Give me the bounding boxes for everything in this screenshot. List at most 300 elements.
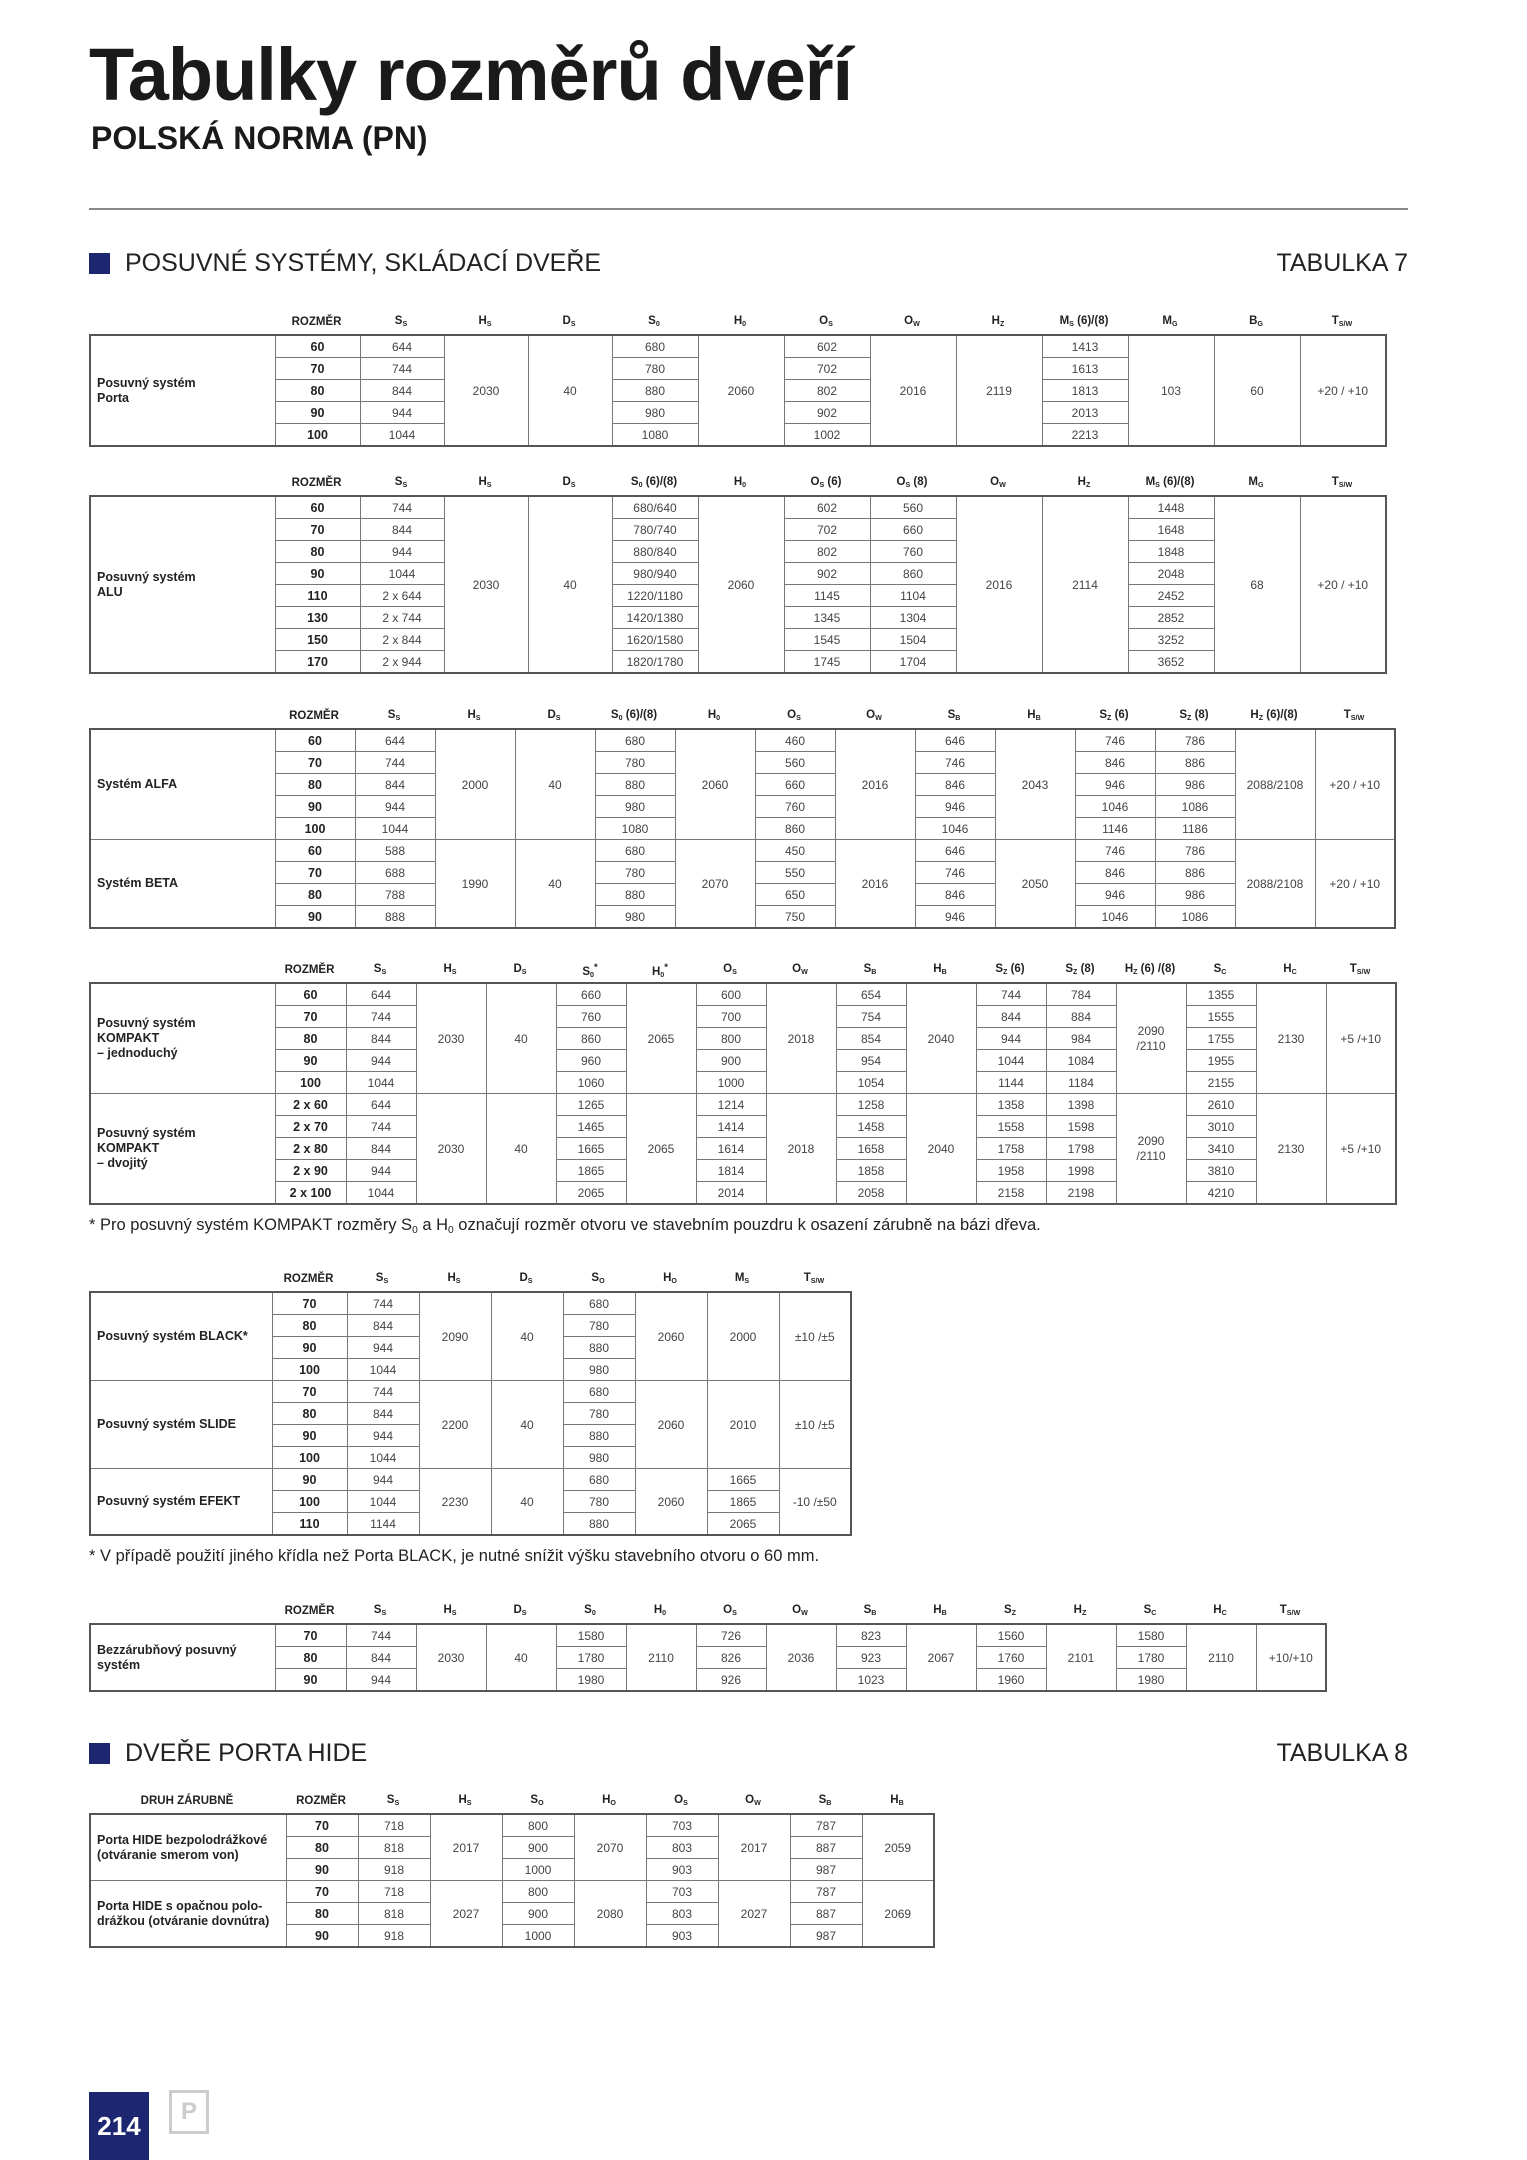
value-cell: 1002 xyxy=(784,424,870,447)
value-cell: 680 xyxy=(563,1292,635,1315)
header-cell: $S_C$ xyxy=(1143,1604,1157,1618)
value-cell: 718 xyxy=(358,1881,430,1903)
value-cell: 1555 xyxy=(1186,1006,1256,1028)
merged-cell: 2230 xyxy=(419,1469,491,1536)
value-cell: 980/940 xyxy=(612,563,698,585)
header-cell: $S_B$ xyxy=(818,1794,832,1808)
table-hide xyxy=(89,1789,935,1948)
value-cell: 886 xyxy=(1155,862,1235,884)
value-cell: 1044 xyxy=(347,1447,419,1469)
header-cell: $S_S$ xyxy=(373,1604,387,1618)
merged-cell: 60 xyxy=(1214,335,1300,446)
value-cell: 1580 xyxy=(1116,1624,1186,1647)
header-cell: ROZMĚR xyxy=(291,316,342,328)
value-cell: 4210 xyxy=(1186,1182,1256,1205)
header-cell: $O_W$ xyxy=(990,476,1006,490)
size-cell: 100 xyxy=(272,1359,347,1381)
value-cell: 1814 xyxy=(696,1160,766,1182)
header-cell: $H_B$ xyxy=(1027,709,1041,723)
value-cell: 844 xyxy=(360,380,444,402)
value-cell: 946 xyxy=(915,796,995,818)
merged-cell: +5 /+10 xyxy=(1326,983,1396,1094)
value-cell: 644 xyxy=(346,983,416,1006)
header-cell: $S_S$ xyxy=(386,1794,400,1808)
value-cell: 802 xyxy=(784,380,870,402)
value-cell: 1104 xyxy=(870,585,956,607)
value-cell: 1865 xyxy=(707,1491,779,1513)
value-cell: 1580 xyxy=(556,1624,626,1647)
size-cell: 70 xyxy=(272,1381,347,1403)
value-cell: 802 xyxy=(784,541,870,563)
merged-cell: 2110 xyxy=(1186,1624,1256,1691)
header-cell: $H_Z$ xyxy=(991,315,1005,329)
size-cell: 170 xyxy=(275,651,360,674)
value-cell: 780 xyxy=(563,1491,635,1513)
merged-cell: 2059 xyxy=(862,1814,934,1881)
header-cell: $H_Z$ (6) /(8) xyxy=(1124,963,1176,977)
value-cell: 702 xyxy=(784,519,870,541)
header-cell: $T_{S/W}$ xyxy=(1349,963,1371,977)
header-cell: $H_Z$ (6)/(8) xyxy=(1250,709,1298,723)
brand-logo-icon: P xyxy=(169,2090,209,2134)
size-cell: 80 xyxy=(275,1647,346,1669)
header-cell: $S_B$ xyxy=(947,709,961,723)
value-cell: 680 xyxy=(595,729,675,752)
header-cell: $H_Z$ xyxy=(1073,1604,1087,1618)
merged-cell: 40 xyxy=(491,1292,563,1381)
value-cell: 880 xyxy=(595,884,675,906)
value-cell: 660 xyxy=(556,983,626,1006)
size-cell: 90 xyxy=(272,1425,347,1447)
value-cell: 560 xyxy=(870,496,956,519)
merged-cell: 2088/2108 xyxy=(1235,840,1315,929)
table-row xyxy=(90,1647,1326,1669)
merged-cell: 2067 xyxy=(906,1624,976,1691)
value-cell: 602 xyxy=(784,335,870,358)
row-group-name: Posuvný systém Porta xyxy=(90,335,275,446)
value-cell: 900 xyxy=(696,1050,766,1072)
value-cell: 918 xyxy=(358,1925,430,1948)
value-cell: 2013 xyxy=(1042,402,1128,424)
value-cell: 788 xyxy=(355,884,435,906)
value-cell: 680 xyxy=(612,335,698,358)
header-cell: $H_B$ xyxy=(933,963,947,977)
value-cell: 823 xyxy=(836,1624,906,1647)
value-cell: 680 xyxy=(563,1469,635,1491)
header-cell: $H_Z$ xyxy=(1077,476,1091,490)
data-table xyxy=(89,495,1387,674)
header-cell: $T_{S/W}$ xyxy=(1331,315,1353,329)
value-cell: 784 xyxy=(1046,983,1116,1006)
value-cell: 1046 xyxy=(1075,906,1155,929)
size-cell: 100 xyxy=(275,424,360,447)
merged-cell: 2060 xyxy=(698,496,784,673)
note-black: * V případě použití jiného křídla než Porta BLACK, je nutné snížit výšku stavebního otvoru o 60 mm. xyxy=(89,1547,820,1565)
table-row xyxy=(90,1624,1326,1647)
value-cell: 888 xyxy=(355,906,435,929)
value-cell: 1613 xyxy=(1042,358,1128,380)
value-cell: 884 xyxy=(1046,1006,1116,1028)
note-kompakt: * Pro posuvný systém KOMPAKT rozměry $S_0$ a $H_0$ označují rozměr otvoru ve stavebním pouzdru k osazení zárubně na bázi dřeva. xyxy=(89,1216,1041,1237)
value-cell: 1000 xyxy=(502,1859,574,1881)
value-cell: 644 xyxy=(355,729,435,752)
table-alu xyxy=(89,471,1387,674)
value-cell: 854 xyxy=(836,1028,906,1050)
row-group-name: Systém BETA xyxy=(90,840,275,929)
header-cell: $H_O$ xyxy=(663,1272,677,1286)
value-cell: 803 xyxy=(646,1903,718,1925)
value-cell: 760 xyxy=(755,796,835,818)
merged-cell: 2060 xyxy=(635,1381,707,1469)
value-cell: 2158 xyxy=(976,1182,1046,1205)
size-cell: 70 xyxy=(286,1881,358,1903)
value-cell: 944 xyxy=(346,1669,416,1692)
header-cell: $H_S$ xyxy=(467,709,481,723)
value-cell: 980 xyxy=(595,906,675,929)
value-cell: 818 xyxy=(358,1837,430,1859)
header-cell: ROZMĚR xyxy=(291,477,342,489)
value-cell: 960 xyxy=(556,1050,626,1072)
merged-cell: 2130 xyxy=(1256,983,1326,1094)
value-cell: 1044 xyxy=(347,1359,419,1381)
value-cell: 1755 xyxy=(1186,1028,1256,1050)
value-cell: 1798 xyxy=(1046,1138,1116,1160)
value-cell: 1858 xyxy=(836,1160,906,1182)
value-cell: 450 xyxy=(755,840,835,862)
value-cell: 780/740 xyxy=(612,519,698,541)
value-cell: 744 xyxy=(360,496,444,519)
header-cell: $O_S$ xyxy=(674,1794,688,1808)
value-cell: 600 xyxy=(696,983,766,1006)
value-cell: 588 xyxy=(355,840,435,862)
merged-cell: 2200 xyxy=(419,1381,491,1469)
value-cell: 560 xyxy=(755,752,835,774)
data-table xyxy=(89,1813,935,1948)
value-cell: 846 xyxy=(915,774,995,796)
header-cell: ROZMĚR xyxy=(284,964,335,976)
header-cell: $M_S$ xyxy=(734,1272,750,1286)
value-cell: 984 xyxy=(1046,1028,1116,1050)
value-cell: 744 xyxy=(360,358,444,380)
merged-cell: 2060 xyxy=(635,1292,707,1381)
row-group-name: Porta HIDE s opačnou polo- drážkou (otváranie dovnútra) xyxy=(90,1881,286,1948)
value-cell: 1420/1380 xyxy=(612,607,698,629)
value-cell: 1000 xyxy=(696,1072,766,1094)
table-number-8: TABULKA 8 xyxy=(1276,1739,1408,1767)
value-cell: 660 xyxy=(870,519,956,541)
header-cell: $M_S$ (6)/(8) xyxy=(1059,315,1109,329)
value-cell: 880 xyxy=(563,1513,635,1536)
header-cell: $S_B$ xyxy=(863,963,877,977)
size-cell: 2 x 80 xyxy=(275,1138,346,1160)
value-cell: 786 xyxy=(1155,729,1235,752)
header-cell: $O_S$ (8) xyxy=(896,476,928,490)
merged-cell: 2114 xyxy=(1042,496,1128,673)
merged-cell: ±10 /±5 xyxy=(779,1292,851,1381)
page-number: 214 xyxy=(89,2092,149,2160)
size-cell: 90 xyxy=(286,1925,358,1948)
table-row xyxy=(90,1381,851,1403)
section-square-icon xyxy=(89,1743,110,1764)
value-cell: 944 xyxy=(360,402,444,424)
merged-cell: -10 /±50 xyxy=(779,1469,851,1536)
value-cell: 1648 xyxy=(1128,519,1214,541)
table-row xyxy=(90,1669,1326,1692)
value-cell: 746 xyxy=(915,752,995,774)
table-row xyxy=(90,335,1386,358)
header-cell: $S_S$ xyxy=(394,315,408,329)
section-square-icon xyxy=(89,253,110,274)
size-cell: 60 xyxy=(275,983,346,1006)
header-cell: $O_S$ (6) xyxy=(810,476,842,490)
value-cell: 726 xyxy=(696,1624,766,1647)
value-cell: 550 xyxy=(755,862,835,884)
value-cell: 703 xyxy=(646,1881,718,1903)
value-cell: 646 xyxy=(915,840,995,862)
size-cell: 70 xyxy=(275,752,355,774)
header-cell: $H_S$ xyxy=(458,1794,472,1808)
merged-cell: 2017 xyxy=(430,1814,502,1881)
value-cell: 746 xyxy=(1075,729,1155,752)
data-table xyxy=(89,1291,852,1536)
header-cell: $S_Z$ xyxy=(1003,1604,1017,1618)
value-cell: 3010 xyxy=(1186,1116,1256,1138)
size-cell: 2 x 60 xyxy=(275,1094,346,1116)
header-cell: $D_S$ xyxy=(513,963,527,977)
value-cell: 800 xyxy=(502,1881,574,1903)
table-header xyxy=(89,1789,935,1813)
header-cell: $H_0$ xyxy=(707,709,721,723)
value-cell: 986 xyxy=(1155,884,1235,906)
value-cell: 780 xyxy=(563,1403,635,1425)
merged-cell: 2050 xyxy=(995,840,1075,929)
merged-cell: 2018 xyxy=(766,1094,836,1205)
value-cell: 880 xyxy=(563,1337,635,1359)
table-kompakt xyxy=(89,958,1397,1205)
header-cell: $S_0^*$ xyxy=(582,961,598,979)
value-cell: 1186 xyxy=(1155,818,1235,840)
merged-cell: +20 / +10 xyxy=(1315,729,1395,840)
value-cell: 1665 xyxy=(707,1469,779,1491)
table-row xyxy=(90,840,1395,862)
merged-cell: 2040 xyxy=(906,983,976,1094)
value-cell: 1000 xyxy=(502,1925,574,1948)
header-cell: $H_0^*$ xyxy=(651,961,668,979)
value-cell: 900 xyxy=(502,1837,574,1859)
value-cell: 680/640 xyxy=(612,496,698,519)
value-cell: 886 xyxy=(1155,752,1235,774)
size-cell: 100 xyxy=(275,818,355,840)
merged-cell: 2043 xyxy=(995,729,1075,840)
value-cell: 780 xyxy=(612,358,698,380)
value-cell: 700 xyxy=(696,1006,766,1028)
value-cell: 2065 xyxy=(556,1182,626,1205)
value-cell: 654 xyxy=(836,983,906,1006)
merged-cell: 68 xyxy=(1214,496,1300,673)
value-cell: 1146 xyxy=(1075,818,1155,840)
merged-cell: 2016 xyxy=(835,729,915,840)
merged-cell: 40 xyxy=(528,496,612,673)
merged-cell: 2000 xyxy=(707,1292,779,1381)
row-group-name: Posuvný systém KOMPAKT – jednoduchý xyxy=(90,983,275,1094)
header-cell: $S_0$ xyxy=(584,1604,596,1618)
header-cell: $D_S$ xyxy=(513,1604,527,1618)
value-cell: 1044 xyxy=(347,1491,419,1513)
value-cell: 946 xyxy=(1075,884,1155,906)
value-cell: 846 xyxy=(1075,862,1155,884)
size-cell: 60 xyxy=(275,729,355,752)
value-cell: 1458 xyxy=(836,1116,906,1138)
value-cell: 887 xyxy=(790,1837,862,1859)
table-row xyxy=(90,1072,1396,1094)
value-cell: 880 xyxy=(595,774,675,796)
value-cell: 844 xyxy=(347,1315,419,1337)
value-cell: 980 xyxy=(563,1359,635,1381)
value-cell: 1145 xyxy=(784,585,870,607)
header-cell: $O_W$ xyxy=(904,315,920,329)
value-cell: 2 x 944 xyxy=(360,651,444,674)
value-cell: 1044 xyxy=(346,1182,416,1205)
header-cell: $S_S$ xyxy=(373,963,387,977)
header-cell: $S_0$ (6)/(8) xyxy=(630,476,678,490)
header-cell: $S_0$ xyxy=(648,315,660,329)
size-cell: 70 xyxy=(275,358,360,380)
merged-cell: 2080 xyxy=(574,1881,646,1948)
value-cell: 946 xyxy=(1075,774,1155,796)
merged-cell: 103 xyxy=(1128,335,1214,446)
header-cell: $T_{S/W}$ xyxy=(1279,1604,1301,1618)
header-cell: $S_O$ xyxy=(530,1794,544,1808)
table-row xyxy=(90,1469,851,1491)
row-group-name: Posuvný systém BLACK* xyxy=(90,1292,272,1381)
header-cell: $O_W$ xyxy=(866,709,882,723)
table-row xyxy=(90,1881,934,1903)
size-cell: 90 xyxy=(275,1050,346,1072)
value-cell: 746 xyxy=(1075,840,1155,862)
merged-cell: 2101 xyxy=(1046,1624,1116,1691)
value-cell: 2852 xyxy=(1128,607,1214,629)
value-cell: 2065 xyxy=(707,1513,779,1536)
header-cell: $H_O$ xyxy=(602,1794,616,1808)
value-cell: 1820/1780 xyxy=(612,651,698,674)
value-cell: 680 xyxy=(563,1381,635,1403)
value-cell: 826 xyxy=(696,1647,766,1669)
value-cell: 944 xyxy=(346,1050,416,1072)
value-cell: 644 xyxy=(360,335,444,358)
header-cell: $D_S$ xyxy=(519,1272,533,1286)
row-group-name: Posuvný systém SLIDE xyxy=(90,1381,272,1469)
size-cell: 80 xyxy=(272,1403,347,1425)
value-cell: 1044 xyxy=(346,1072,416,1094)
row-group-name: Posuvný systém ALU xyxy=(90,496,275,673)
value-cell: 780 xyxy=(563,1315,635,1337)
header-cell: $D_S$ xyxy=(547,709,561,723)
value-cell: 844 xyxy=(346,1647,416,1669)
size-cell: 80 xyxy=(275,541,360,563)
value-cell: 1084 xyxy=(1046,1050,1116,1072)
table-row xyxy=(90,1006,1396,1028)
header-cell: $H_S$ xyxy=(443,1604,457,1618)
size-cell: 90 xyxy=(275,906,355,929)
merged-cell: 2090 xyxy=(419,1292,491,1381)
value-cell: 3252 xyxy=(1128,629,1214,651)
header-cell: $S_S$ xyxy=(387,709,401,723)
value-cell: 1658 xyxy=(836,1138,906,1160)
value-cell: 987 xyxy=(790,1925,862,1948)
size-cell: 2 x 70 xyxy=(275,1116,346,1138)
table-alfabeta xyxy=(89,704,1396,929)
value-cell: 2610 xyxy=(1186,1094,1256,1116)
merged-cell: 40 xyxy=(515,840,595,929)
value-cell: 760 xyxy=(556,1006,626,1028)
value-cell: 1080 xyxy=(595,818,675,840)
value-cell: 844 xyxy=(976,1006,1046,1028)
value-cell: 880/840 xyxy=(612,541,698,563)
size-cell: 2 x 100 xyxy=(275,1182,346,1205)
header-cell: $H_S$ xyxy=(478,315,492,329)
value-cell: 844 xyxy=(346,1028,416,1050)
merged-cell: 2030 xyxy=(444,496,528,673)
value-cell: 1060 xyxy=(556,1072,626,1094)
header-cell: $S_C$ xyxy=(1213,963,1227,977)
header-cell: $O_S$ xyxy=(723,1604,737,1618)
value-cell: 1448 xyxy=(1128,496,1214,519)
merged-cell: 2090 /2110 xyxy=(1116,1094,1186,1205)
table-header xyxy=(89,958,1397,982)
header-cell: $S_Z$ (6) xyxy=(995,963,1025,977)
value-cell: 787 xyxy=(790,1814,862,1837)
value-cell: 1558 xyxy=(976,1116,1046,1138)
value-cell: 744 xyxy=(347,1292,419,1315)
value-cell: 1780 xyxy=(556,1647,626,1669)
value-cell: 754 xyxy=(836,1006,906,1028)
value-cell: 1413 xyxy=(1042,335,1128,358)
value-cell: 1258 xyxy=(836,1094,906,1116)
value-cell: 944 xyxy=(347,1425,419,1447)
merged-cell: 2016 xyxy=(870,335,956,446)
value-cell: 903 xyxy=(646,1925,718,1948)
value-cell: 800 xyxy=(696,1028,766,1050)
size-cell: 100 xyxy=(272,1447,347,1469)
value-cell: 902 xyxy=(784,402,870,424)
value-cell: 1023 xyxy=(836,1669,906,1692)
value-cell: 860 xyxy=(870,563,956,585)
size-cell: 60 xyxy=(275,840,355,862)
table-bezzarubnovy xyxy=(89,1599,1327,1692)
merged-cell: 1990 xyxy=(435,840,515,929)
value-cell: 3652 xyxy=(1128,651,1214,674)
table-row xyxy=(90,1292,851,1315)
table-header xyxy=(89,1599,1327,1623)
merged-cell: 2030 xyxy=(444,335,528,446)
table-black xyxy=(89,1267,852,1536)
merged-cell: 40 xyxy=(491,1381,563,1469)
size-cell: 70 xyxy=(286,1814,358,1837)
size-cell: 90 xyxy=(286,1859,358,1881)
value-cell: 1560 xyxy=(976,1624,1046,1647)
merged-cell: 2088/2108 xyxy=(1235,729,1315,840)
header-cell: $O_S$ xyxy=(819,315,833,329)
value-cell: 944 xyxy=(360,541,444,563)
value-cell: 3810 xyxy=(1186,1160,1256,1182)
value-cell: 680 xyxy=(595,840,675,862)
merged-cell: +20 / +10 xyxy=(1300,335,1386,446)
value-cell: 718 xyxy=(358,1814,430,1837)
value-cell: 2014 xyxy=(696,1182,766,1205)
header-cell: DRUH ZÁRUBNĚ xyxy=(140,1795,234,1807)
merged-cell: 2000 xyxy=(435,729,515,840)
value-cell: 460 xyxy=(755,729,835,752)
